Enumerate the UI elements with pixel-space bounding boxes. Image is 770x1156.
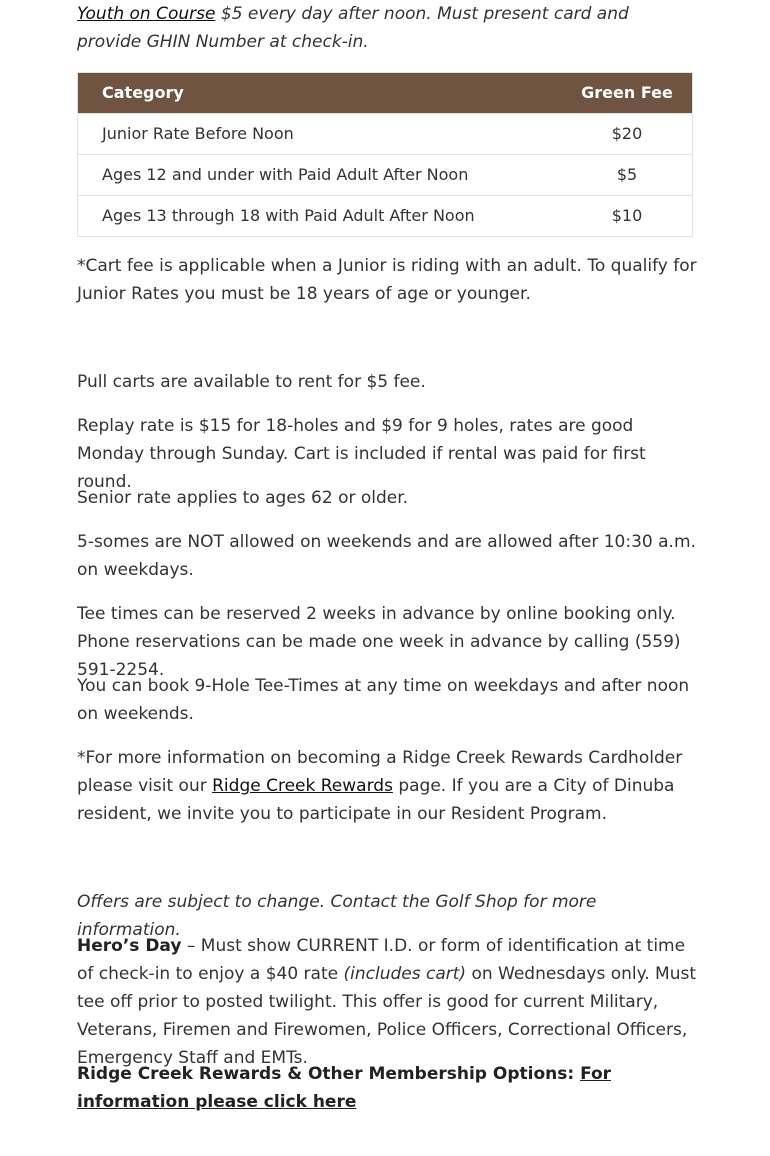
membership-info-link[interactable]: For information please click here (77, 1064, 612, 1112)
membership-label: Ridge Creek Rewards & Other Membership Options: (77, 1064, 581, 1084)
cart-fee-note: *Cart fee is applicable when a Junior is riding with an adult. To qualify for Junior Rates you must be 18 years of age or younger. (77, 256, 697, 304)
category-cell: Ages 12 and under with Paid Adult After Noon (78, 155, 563, 196)
table-row (78, 155, 693, 196)
fivesomes-text: 5-somes are NOT allowed on weekends and are allowed after 10:30 a.m. on weekdays. (77, 532, 696, 580)
category-cell: Junior Rate Before Noon (78, 114, 563, 155)
rewards-info-before: *For more information on becoming a Ridge Creek Rewards Cardholder please visit our (77, 748, 683, 796)
heros-day-includes-cart: (includes cart) (343, 964, 467, 984)
table-row (78, 114, 693, 155)
heros-day-text-2: on Wednesdays only. Must tee off prior to posted twilight. This offer is good for current Military, Veterans, Firemen and Firewomen, Police Officers, Correctional Officers, Emergency Staff and EMTs. (77, 964, 697, 1068)
offers-note: Offers are subject to change. Contact the Golf Shop for more information. (77, 892, 597, 940)
green-fee-table (77, 72, 693, 237)
heros-day-title: Hero’s Day (77, 936, 182, 956)
fee-cell: $5 (562, 155, 693, 196)
youth-on-course-paragraph (77, 0, 697, 56)
table-header-row (78, 73, 693, 114)
fee-cell: $10 (562, 196, 693, 237)
header-green-fee: Green Fee (562, 73, 693, 114)
membership-paragraph (77, 1060, 697, 1116)
pull-carts-text: Pull carts are available to rent for $5 fee. (77, 372, 426, 392)
ridge-creek-rewards-link[interactable]: Ridge Creek Rewards (212, 776, 393, 796)
table-row (78, 196, 693, 237)
header-category: Category (78, 73, 563, 114)
senior-rate-text: Senior rate applies to ages 62 or older. (77, 488, 409, 508)
rewards-info-after: page. If you are a City of Dinuba resident, we invite you to participate in our Resident Program. (77, 776, 675, 824)
rewards-info-paragraph (77, 744, 697, 828)
youth-on-course-text: $5 every day after noon. Must present card and provide GHIN Number at check-in. (77, 4, 629, 52)
fee-cell: $20 (562, 114, 693, 155)
nine-hole-text: You can book 9-Hole Tee-Times at any time on weekdays and after noon on weekends. (77, 676, 690, 724)
heros-day-text-1: – Must show CURRENT I.D. or form of identification at time of check-in to enjoy a $40 rate (77, 936, 686, 984)
heros-day-paragraph (77, 932, 697, 1072)
replay-rate-text: Replay rate is $15 for 18-holes and $9 for 9 holes, rates are good Monday through Sunday. Cart is included if rental was paid for first round. (77, 416, 646, 492)
tee-times-text: Tee times can be reserved 2 weeks in advance by online booking only. Phone reservations can be made one week in advance by calling (559) 591-2254. (77, 604, 681, 680)
category-cell: Ages 13 through 18 with Paid Adult After Noon (78, 196, 563, 237)
youth-on-course-link[interactable]: Youth on Course (77, 4, 216, 24)
